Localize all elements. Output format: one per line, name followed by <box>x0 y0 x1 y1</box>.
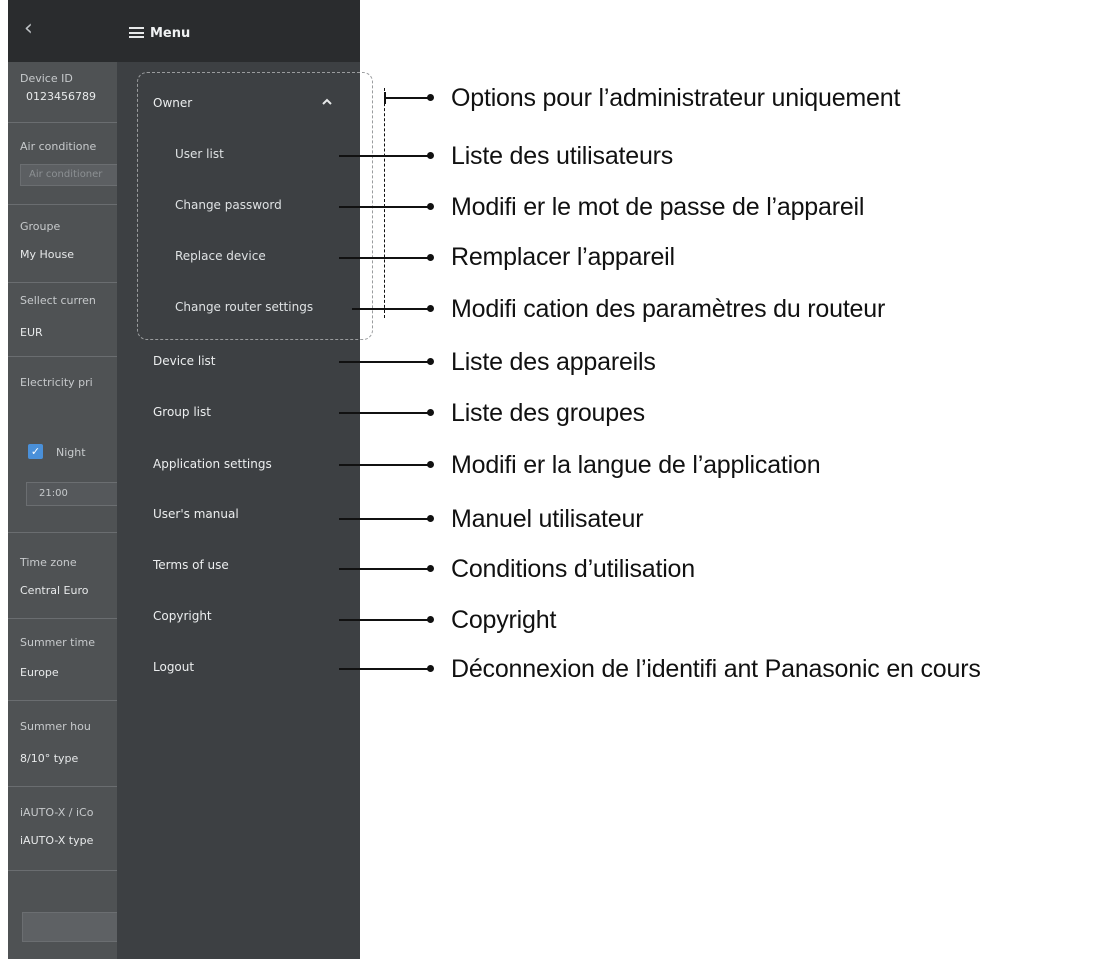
annotation-copyright: Copyright <box>451 606 557 634</box>
annotation-logout: Déconnexion de l’identifi ant Panasonic en cours <box>451 655 981 683</box>
menu-item-change-router-settings[interactable]: Change router settings <box>175 300 314 314</box>
annotation-line <box>339 619 428 621</box>
annotation-dot <box>427 461 434 468</box>
air-conditioner-name-input[interactable]: Air conditioner <box>20 164 120 186</box>
annotation-dot <box>427 565 434 572</box>
annotation-application-settings: Modifi er la langue de l’application <box>451 451 821 479</box>
summer-hour-label: Summer hou <box>20 720 91 733</box>
annotation-line <box>339 518 428 520</box>
annotation-owner: Options pour l’administrateur uniquement <box>451 84 901 112</box>
night-time-select[interactable]: 21:00 <box>26 482 120 506</box>
settings-top-bar <box>8 0 120 62</box>
night-checkbox[interactable]: ✓ <box>28 444 43 459</box>
divider <box>8 786 120 787</box>
annotation-replace-device: Remplacer l’appareil <box>451 243 675 271</box>
device-id-value: 0123456789 <box>26 90 96 103</box>
annotation-dot <box>427 152 434 159</box>
divider <box>8 532 120 533</box>
timezone-value[interactable]: Central Euro <box>20 584 89 597</box>
annotation-terms-of-use: Conditions d’utilisation <box>451 555 695 583</box>
owner-bracket <box>384 88 385 318</box>
menu-item-user-list[interactable]: User list <box>175 147 224 161</box>
iauto-label: iAUTO-X / iCo <box>20 806 94 819</box>
menu-item-terms-of-use[interactable]: Terms of use <box>153 558 229 572</box>
groupe-value[interactable]: My House <box>20 248 74 261</box>
iauto-value[interactable]: iAUTO-X type <box>20 834 94 847</box>
menu-item-application-settings[interactable]: Application settings <box>153 457 272 471</box>
annotation-line <box>339 206 428 208</box>
annotation-line <box>384 97 428 99</box>
annotation-dot <box>427 409 434 416</box>
annotation-tick <box>384 92 386 104</box>
annotation-dot <box>427 515 434 522</box>
menu-item-change-password[interactable]: Change password <box>175 198 282 212</box>
annotation-user-list: Liste des utilisateurs <box>451 142 674 170</box>
menu-item-device-list[interactable]: Device list <box>153 354 216 368</box>
menu-item-copyright[interactable]: Copyright <box>153 609 212 623</box>
divider <box>8 618 120 619</box>
divider <box>8 870 120 871</box>
currency-label: Sellect curren <box>20 294 96 307</box>
divider <box>8 204 120 205</box>
annotation-dot <box>427 305 434 312</box>
menu-item-owner[interactable]: Owner <box>153 96 193 110</box>
annotation-dot <box>427 665 434 672</box>
divider <box>8 356 120 357</box>
annotation-dot <box>427 254 434 261</box>
night-label: Night <box>56 446 86 459</box>
annotation-router-settings: Modifi cation des paramètres du routeur <box>451 295 886 323</box>
menu-header <box>117 0 360 62</box>
air-conditioner-label: Air conditione <box>20 140 97 153</box>
summer-time-label: Summer time <box>20 636 96 649</box>
groupe-label: Groupe <box>20 220 61 233</box>
annotation-line <box>339 464 428 466</box>
menu-title: Menu <box>150 26 191 41</box>
annotation-device-list: Liste des appareils <box>451 348 656 376</box>
hamburger-icon[interactable] <box>129 27 144 38</box>
annotation-line <box>339 155 428 157</box>
currency-value[interactable]: EUR <box>20 326 43 339</box>
annotation-line <box>339 361 428 363</box>
annotation-line <box>339 257 428 259</box>
annotation-line <box>339 412 428 414</box>
annotation-line <box>339 568 428 570</box>
annotation-dot <box>427 94 434 101</box>
divider <box>8 282 120 283</box>
device-id-label: Device ID <box>20 72 73 85</box>
settings-screen-background <box>8 0 120 959</box>
annotation-line <box>339 668 428 670</box>
electricity-price-label: Electricity pri <box>20 376 93 389</box>
annotation-dot <box>427 203 434 210</box>
divider <box>8 700 120 701</box>
menu-item-replace-device[interactable]: Replace device <box>175 249 266 263</box>
summer-hour-value[interactable]: 8/10° type <box>20 752 79 765</box>
annotation-group-list: Liste des groupes <box>451 399 645 427</box>
menu-item-logout[interactable]: Logout <box>153 660 195 674</box>
annotation-change-password: Modifi er le mot de passe de l’appareil <box>451 193 865 221</box>
timezone-label: Time zone <box>20 556 77 569</box>
save-button[interactable] <box>22 912 120 942</box>
annotation-users-manual: Manuel utilisateur <box>451 505 644 533</box>
owner-options-outline <box>137 72 373 340</box>
divider <box>8 122 120 123</box>
annotation-dot <box>427 616 434 623</box>
summer-time-value[interactable]: Europe <box>20 666 59 679</box>
back-arrow-icon[interactable]: ‹ <box>24 16 33 41</box>
annotation-line <box>352 308 428 310</box>
menu-item-users-manual[interactable]: User's manual <box>153 507 239 521</box>
menu-item-group-list[interactable]: Group list <box>153 405 211 419</box>
annotation-dot <box>427 358 434 365</box>
